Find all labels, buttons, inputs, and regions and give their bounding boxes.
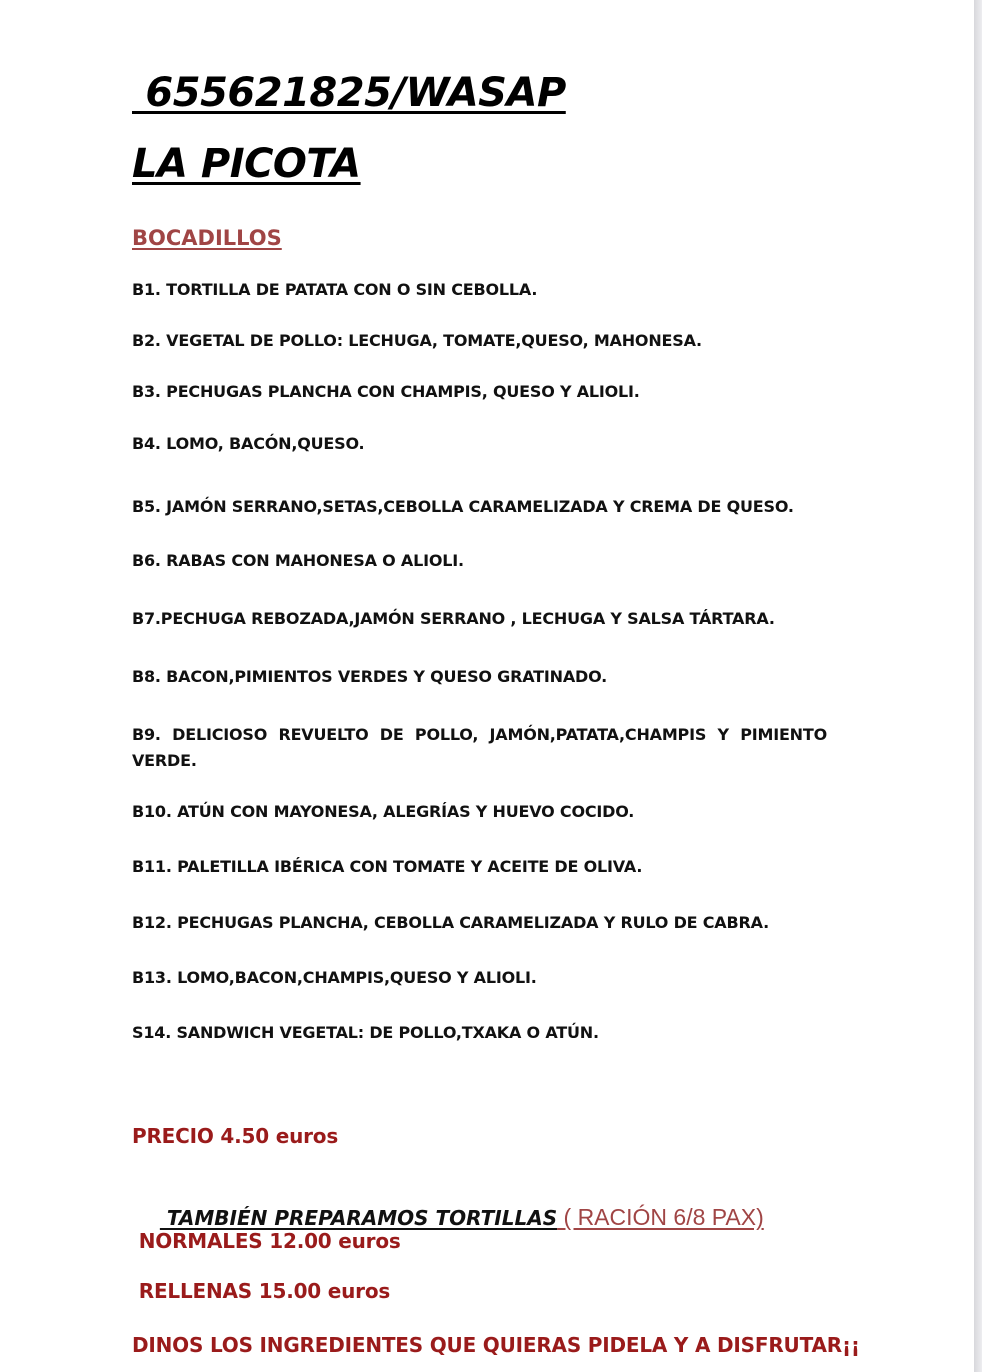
tortillas-racion: ( RACIÓN 6/8 PAX) xyxy=(557,1204,764,1230)
menu-item-b2: B2. VEGETAL DE POLLO: LECHUGA, TOMATE,QUESO, MAHONESA. xyxy=(132,331,702,350)
menu-item-b4: B4. LOMO, BACÓN,QUESO. xyxy=(132,434,365,453)
menu-item-b11: B11. PALETILLA IBÉRICA CON TOMATE Y ACEITE DE OLIVA. xyxy=(132,857,643,876)
menu-item-s14: S14. SANDWICH VEGETAL: DE POLLO,TXAKA O ATÚN. xyxy=(132,1023,599,1042)
menu-item-b12: B12. PECHUGAS PLANCHA, CEBOLLA CARAMELIZADA Y RULO DE CABRA. xyxy=(132,913,769,932)
menu-item-b10: B10. ATÚN CON MAYONESA, ALEGRÍAS Y HUEVO COCIDO. xyxy=(132,802,635,821)
restaurant-name-heading: LA PICOTA xyxy=(132,141,361,187)
price-text: PRECIO 4.50 euros xyxy=(132,1124,339,1148)
menu-item-b9: B9. DELICIOSO REVUELTO DE POLLO, JAMÓN,PATATA,CHAMPIS Y PIMIENTO VERDE. xyxy=(132,725,827,770)
menu-item-b8: B8. BACON,PIMIENTOS VERDES Y QUESO GRATINADO. xyxy=(132,667,608,686)
tortilla-normales-price: NORMALES 12.00 euros xyxy=(132,1229,401,1253)
menu-item-b6: B6. RABAS CON MAHONESA O ALIOLI. xyxy=(132,551,464,570)
tortillas-intro: TAMBIÉN PREPARAMOS TORTILLAS xyxy=(159,1206,558,1230)
section-title-bocadillos: BOCADILLOS xyxy=(132,226,282,250)
page-edge xyxy=(974,0,982,1372)
phone-heading: 655621825/WASAP xyxy=(132,70,566,116)
menu-item-b5: B5. JAMÓN SERRANO,SETAS,CEBOLLA CARAMELIZADA Y CREMA DE QUESO. xyxy=(132,497,794,516)
menu-item-b7: B7.PECHUGA REBOZADA,JAMÓN SERRANO , LECHUGA Y SALSA TÁRTARA. xyxy=(132,609,775,628)
tortilla-rellenas-price: RELLENAS 15.00 euros xyxy=(132,1279,391,1303)
menu-item-b3: B3. PECHUGAS PLANCHA CON CHAMPIS, QUESO Y ALIOLI. xyxy=(132,382,640,401)
menu-item-b13: B13. LOMO,BACON,CHAMPIS,QUESO Y ALIOLI. xyxy=(132,968,537,987)
menu-item-b1: B1. TORTILLA DE PATATA CON O SIN CEBOLLA. xyxy=(132,280,538,299)
closing-text: DINOS LOS INGREDIENTES QUE QUIERAS PIDELA Y A DISFRUTAR¡¡ xyxy=(132,1333,860,1357)
